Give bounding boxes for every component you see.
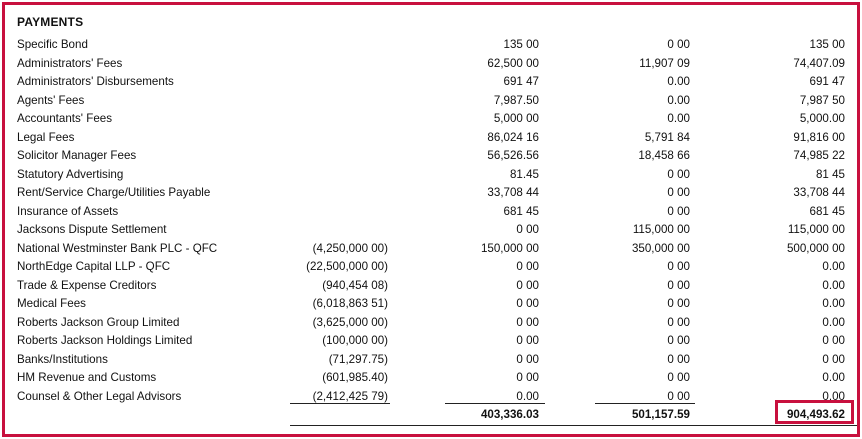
totals-underline [290,425,857,426]
row-value-cumulative: 74,985 22 [793,149,845,162]
row-value-period: 7,987.50 [493,93,539,107]
row-value-estimated: (22,500,000 00) [306,260,388,273]
row-label: Specific Bond [17,38,88,51]
row-value-period: 0 00 [516,334,539,347]
row-value-movement: 0.00 [667,93,690,107]
row-value-period: 0 00 [516,260,539,273]
row-value-cumulative: 691 47 [809,75,845,88]
row-value-cumulative: 0.00 [822,297,845,310]
table-row [5,277,857,296]
grand-total: 904,493.62 [786,408,845,421]
row-label: Roberts Jackson Holdings Limited [17,334,193,347]
row-value-cumulative: 135 00 [809,38,845,51]
row-label: Rent/Service Charge/Utilities Payable [17,186,211,199]
row-value-cumulative: 0 00 [822,334,845,347]
row-value-period: 691 47 [503,75,539,88]
row-value-period: 86,024 16 [487,130,539,144]
row-value-movement: 0 00 [667,260,690,273]
total-column-b: 403,336.03 [480,408,539,421]
row-value-cumulative: 81 45 [815,167,845,181]
row-value-period: 0 00 [516,278,539,292]
row-label: Insurance of Assets [17,204,119,218]
column-c-total-rule [595,403,695,404]
row-value-cumulative: 91,816 00 [793,130,845,144]
row-value-movement: 0 00 [667,389,690,403]
row-value-cumulative: 0 00 [822,352,845,366]
row-value-period: 5,000 00 [493,112,539,125]
row-value-movement: 18,458 66 [638,149,690,162]
table-row [5,110,857,129]
table-row [5,129,857,148]
row-label: Agents' Fees [17,93,85,107]
row-value-movement: 0 00 [667,371,690,384]
row-value-cumulative: 0.00 [822,278,845,292]
payments-rows [5,36,857,406]
row-value-period: 33,708 44 [487,186,539,199]
table-row [5,351,857,370]
row-value-cumulative: 0.00 [822,389,845,403]
row-value-movement: 0.00 [667,112,690,125]
row-label: Counsel & Other Legal Advisors [17,389,182,403]
row-label: Legal Fees [17,130,75,144]
row-value-period: 0 00 [516,315,539,329]
row-value-cumulative: 500,000 00 [786,241,845,255]
row-value-movement: 0 00 [667,352,690,366]
table-row [5,332,857,351]
table-row [5,295,857,314]
table-row [5,314,857,333]
section-title: PAYMENTS [17,15,84,29]
table-row [5,388,857,407]
row-value-movement: 115,000 00 [632,223,690,236]
row-value-movement: 350,000 00 [631,241,690,255]
row-label: Administrators' Fees [17,56,123,70]
row-label: NorthEdge Capital LLP - QFC [17,260,171,273]
row-value-cumulative: 0.00 [822,371,845,384]
row-value-cumulative: 5,000.00 [799,112,845,125]
row-value-period: 0 00 [516,223,539,236]
row-value-estimated: (2,412,425 79) [312,389,388,403]
row-value-estimated: (71,297.75) [328,352,388,366]
row-value-estimated: (6,018,863 51) [312,297,388,310]
row-value-cumulative: 681 45 [809,204,845,218]
row-label: Solicitor Manager Fees [17,149,137,162]
row-value-period: 135 00 [503,38,539,51]
row-label: HM Revenue and Customs [17,371,157,384]
row-value-period: 0 00 [516,352,539,366]
row-label: Jacksons Dispute Settlement [17,223,167,236]
row-label: Banks/Institutions [17,352,108,366]
row-value-movement: 0 00 [667,186,690,199]
row-value-period: 81.45 [509,167,539,181]
row-value-movement: 0 00 [667,334,690,347]
row-value-movement: 5,791 84 [644,130,690,144]
row-value-cumulative: 115,000 00 [787,223,845,236]
row-label: National Westminster Bank PLC - QFC [17,241,218,255]
table-row [5,184,857,203]
row-value-cumulative: 33,708 44 [793,186,845,199]
table-row [5,92,857,111]
row-value-movement: 0 00 [667,38,690,51]
column-a-total-rule [290,403,390,404]
table-row [5,166,857,185]
row-value-movement: 0 00 [667,204,690,218]
row-label: Roberts Jackson Group Limited [17,315,180,329]
row-value-period: 681 45 [503,204,539,218]
row-label: Medical Fees [17,297,86,310]
total-column-c: 501,157.59 [631,408,690,421]
row-label: Accountants' Fees [17,112,113,125]
row-value-estimated: (3,625,000 00) [312,315,388,329]
table-row [5,203,857,222]
row-value-movement: 0 00 [667,297,690,310]
row-value-period: 0.00 [516,389,539,403]
table-row [5,55,857,74]
row-value-estimated: (4,250,000 00) [312,241,388,255]
row-label: Trade & Expense Creditors [17,278,157,292]
totals-row [5,406,857,424]
row-label: Administrators' Disbursements [17,75,174,88]
table-row [5,369,857,388]
row-value-period: 62,500 00 [487,56,539,70]
row-value-cumulative: 0.00 [822,260,845,273]
row-value-period: 56,526.56 [487,149,539,162]
table-row [5,36,857,55]
row-value-movement: 11,907 09 [639,56,690,70]
row-value-estimated: (100,000 00) [322,334,388,347]
row-value-cumulative: 74,407.09 [793,56,845,70]
payments-table-frame [2,2,860,437]
row-value-movement: 0 00 [667,167,690,181]
row-value-cumulative: 7,987 50 [799,93,845,107]
row-value-movement: 0 00 [667,315,690,329]
table-row [5,240,857,259]
row-value-movement: 0 00 [667,278,690,292]
table-row [5,221,857,240]
row-value-period: 150,000 00 [480,241,539,255]
table-row [5,147,857,166]
row-value-estimated: (601,985.40) [322,371,388,384]
row-value-period: 0 00 [516,371,539,384]
row-value-cumulative: 0.00 [822,315,845,329]
table-row [5,258,857,277]
row-value-movement: 0.00 [667,75,690,88]
row-value-period: 0 00 [516,297,539,310]
row-value-estimated: (940,454 08) [322,278,388,292]
row-label: Statutory Advertising [17,167,124,181]
table-row [5,73,857,92]
column-b-total-rule [445,403,545,404]
